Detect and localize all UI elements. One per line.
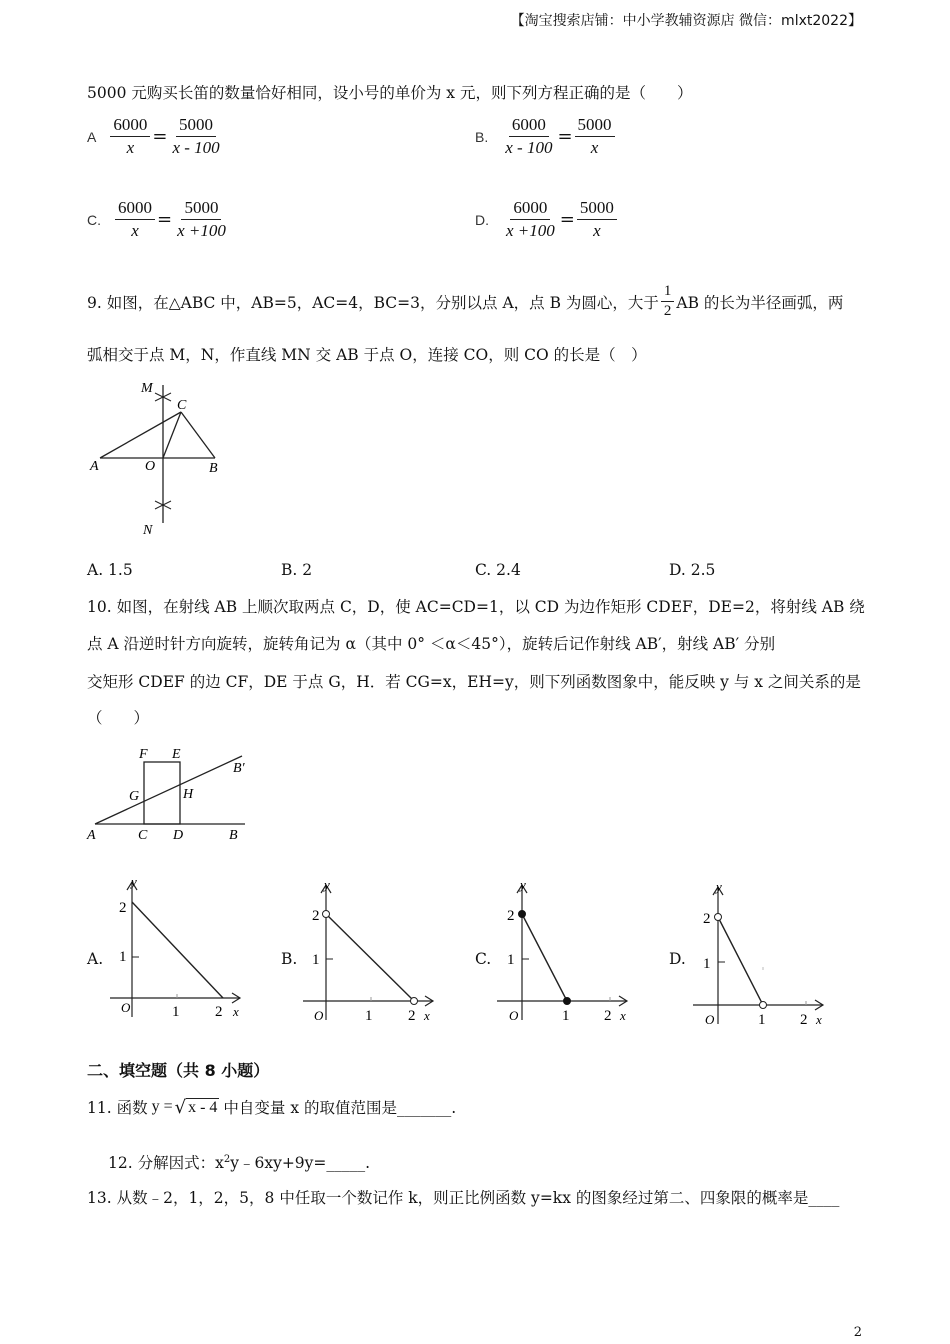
q9-line2: 弧相交于点 M，N，作直线 MN 交 AB 于点 O，连接 CO，则 CO 的长是（ ） (87, 346, 647, 364)
q9-option-d[interactable]: D. 2.5 (669, 561, 716, 579)
svg-text:x: x (620, 1008, 626, 1023)
svg-text:O: O (314, 1008, 324, 1023)
q13-line: 13. 从数﹣2，1，2，5，8 中任取一个数记作 k，则正比例函数 y=kx 的图象经过第二、四象限的概率是____ (87, 1189, 840, 1207)
q9-option-a[interactable]: A. 1.5 (87, 561, 133, 579)
fraction: $\frac{6000}{x - 100}$ (505, 115, 553, 157)
svg-text:y: y (520, 877, 526, 892)
q12-line: 12. 分解因式：$x^2y﹣6xy+9y=\_\_\_\_\_$. (108, 1153, 371, 1172)
option-letter: C. (87, 211, 101, 228)
svg-text:O: O (509, 1008, 519, 1023)
sqrt-icon: √ (174, 1096, 187, 1118)
fraction: $\frac{6000}{x}$ (110, 114, 150, 159)
q10-graph-b[interactable] (298, 875, 443, 1030)
svg-text:2: 2 (215, 1004, 223, 1020)
label-a: A (87, 828, 96, 843)
label-m: M (141, 381, 153, 396)
q11-line: 11. 函数 y = √ x - 4 中自变量 x 的取值范围是_______. (87, 1096, 457, 1118)
svg-text:1: 1 (312, 952, 320, 968)
svg-text:x: x (424, 1008, 430, 1023)
label-c: C (177, 398, 187, 413)
label-b: B (229, 828, 238, 843)
q8-option-b[interactable]: B. $\frac{6000}{x - 100}$ = $\frac{5000}{x}$ (475, 114, 615, 159)
label-g: G (129, 789, 140, 804)
q10-option-a-letter[interactable]: A. (87, 950, 104, 968)
svg-text:O: O (705, 1012, 715, 1027)
fraction: $\frac{6000}{x}$ (115, 197, 155, 242)
label-h: H (183, 787, 194, 802)
q10-graph-a[interactable] (105, 872, 250, 1027)
q10-option-c-letter[interactable]: C. (475, 950, 492, 968)
label-c: C (138, 828, 148, 843)
svg-text:2: 2 (800, 1012, 808, 1028)
svg-text:O: O (121, 1000, 131, 1015)
q10-line2: 点 A 沿逆时针方向旋转，旋转角记为 α（其中 0° ＜α＜45°），旋转后记作射线 AB′，射线 AB′ 分别 (87, 635, 776, 653)
svg-text:2: 2 (507, 908, 515, 924)
svg-text:1: 1 (172, 1004, 180, 1020)
q9-figure (85, 375, 235, 540)
q8-option-a[interactable]: A $\frac{6000}{x}$ = $\frac{5000}{x - 100}$ (87, 114, 223, 159)
q9-option-c[interactable]: C. 2.4 (475, 561, 521, 579)
q10-line1: 10. 如图，在射线 AB 上顺次取两点 C，D，使 AC=CD=1，以 CD 为边作矩形 CDEF，DE=2，将射线 AB 绕 (87, 598, 865, 616)
fraction: $\frac{5000}{x +100}$ (177, 198, 226, 240)
svg-text:x: x (233, 1004, 239, 1019)
label-b: B (209, 461, 218, 476)
fraction: $\frac{5000}{x}$ (577, 197, 617, 242)
q10-option-b-letter[interactable]: B. (281, 950, 298, 968)
q10-graph-d[interactable] (688, 877, 833, 1032)
q10-graph-c[interactable] (492, 875, 637, 1030)
label-e: E (172, 747, 181, 762)
page-header: 【淘宝搜索店铺：中小学教辅资源店 微信：mlxt2022】 (510, 13, 862, 29)
q10-line3: 交矩形 CDEF 的边 CF，DE 于点 G，H．若 CG=x，EH=y，则下列函数图象中，能反映 y 与 x 之间关系的是 (87, 673, 861, 691)
q10-option-d-letter[interactable]: D. (669, 950, 686, 968)
svg-text:y: y (716, 879, 722, 894)
svg-text:1: 1 (365, 1008, 373, 1024)
option-letter: B. (475, 128, 489, 145)
q9-line1: 9. 如图，在△ABC 中，AB=5，AC=4，BC=3，分别以点 A，点 B 为圆心，大于 $\frac{1}{2}$ AB 的长为半径画弧，两 (87, 283, 844, 319)
fraction: $\frac{6000}{x +100}$ (506, 198, 555, 240)
svg-text:1: 1 (507, 952, 515, 968)
label-o: O (145, 459, 156, 474)
q8-intro: 5000 元购买长笛的数量恰好相同，设小号的单价为 x 元，则下列方程正确的是（ ） (87, 84, 693, 102)
label-d: D (173, 828, 184, 843)
section-title: 二、填空题（共 8 小题） (87, 1061, 270, 1080)
svg-text:1: 1 (119, 949, 127, 965)
label-n: N (143, 523, 153, 538)
svg-text:y: y (131, 874, 137, 889)
option-letter: A (87, 128, 97, 145)
fraction: $\frac{5000}{x}$ (575, 114, 615, 159)
label-a: A (90, 459, 99, 474)
option-letter: D. (475, 211, 489, 228)
svg-text:2: 2 (312, 908, 320, 924)
svg-text:1: 1 (703, 956, 711, 972)
q10-line4: （ ） (87, 709, 150, 727)
svg-text:1: 1 (562, 1008, 570, 1024)
q10-figure (85, 740, 255, 845)
svg-text:1: 1 (758, 1012, 766, 1028)
q8-option-c[interactable]: C. $\frac{6000}{x}$ = $\frac{5000}{x +100}$ (87, 197, 229, 242)
page-number: 2 (853, 1325, 862, 1340)
svg-text:y: y (324, 877, 330, 892)
q8-option-d[interactable]: D. $\frac{6000}{x +100}$ = $\frac{5000}{x}$ (475, 197, 617, 242)
label-b-prime: B′ (233, 761, 245, 776)
svg-text:2: 2 (119, 900, 127, 916)
svg-text:x: x (816, 1012, 822, 1027)
svg-text:2: 2 (408, 1008, 416, 1024)
q9-option-b[interactable]: B. 2 (281, 561, 313, 579)
fraction: $\frac{5000}{x - 100}$ (172, 115, 220, 157)
half-fraction: $\frac{1}{2}$ (661, 282, 675, 321)
svg-text:2: 2 (703, 911, 711, 927)
svg-text:2: 2 (604, 1008, 612, 1024)
label-f: F (139, 747, 148, 762)
